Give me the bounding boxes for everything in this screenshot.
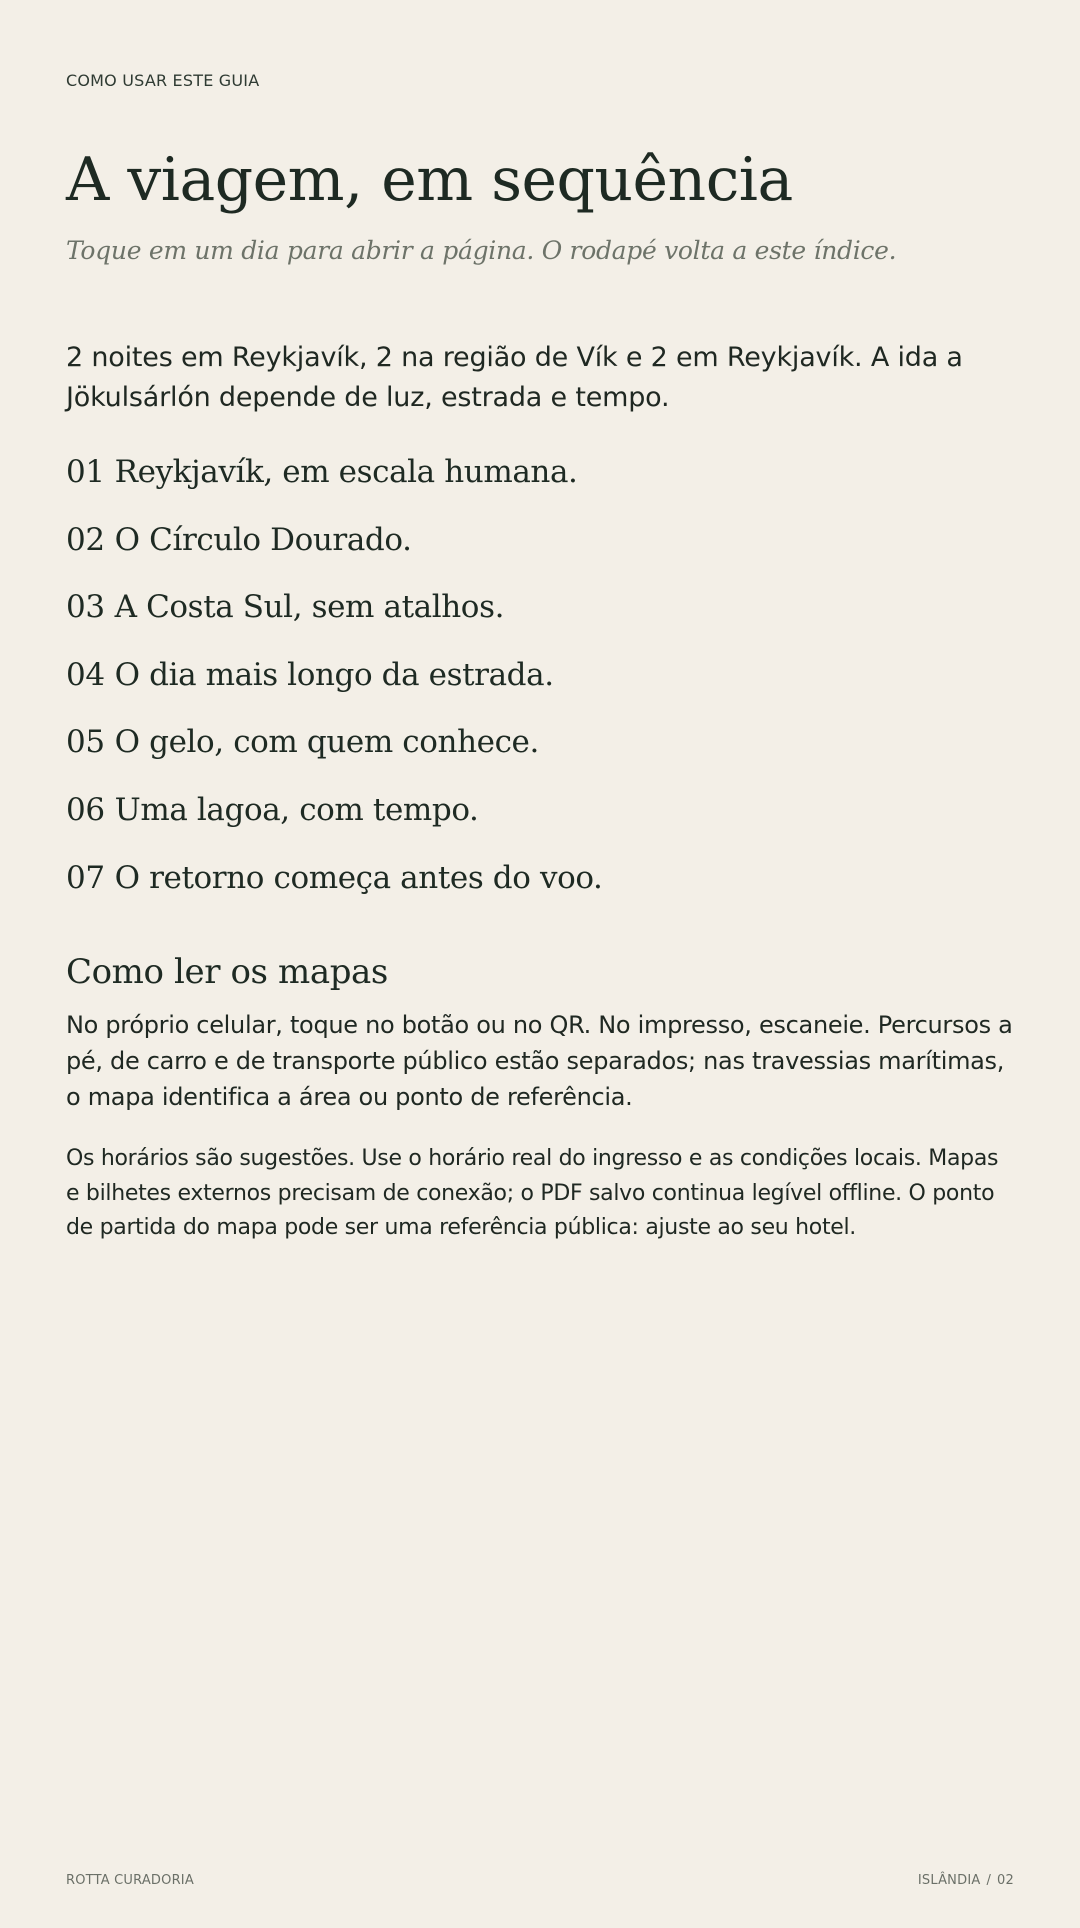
- day-title: O dia mais longo da estrada.: [114, 656, 554, 693]
- day-title: O retorno começa antes do voo.: [114, 859, 603, 896]
- day-title: O Círculo Dourado.: [114, 521, 412, 558]
- maps-paragraph-2: Os horários são sugestões. Use o horário real do ingresso e as condições locais. Mapas e bilhetes externos precisam de conexão; o PDF salvo continua legível offline. O ponto de partida do mapa pode ser uma referência pública: ajuste ao seu hotel.: [66, 1146, 999, 1240]
- day-link-04[interactable]: [66, 650, 603, 718]
- day-title: Reykjavík, em escala humana.: [114, 454, 578, 490]
- page-subtitle: Toque em um dia para abrir a página. O rodapé volta a este índice.: [66, 236, 897, 265]
- day-title: A Costa Sul, sem atalhos.: [114, 589, 505, 626]
- maps-section-title: Como ler os mapas: [66, 952, 388, 992]
- day-number: 07: [66, 859, 105, 896]
- day-number: 06: [66, 791, 105, 828]
- trip-summary: 2 noites em Reykjavík, 2 na região de Vík e 2 em Reykjavík. A ida a Jökulsárlón depende de luz, estrada e tempo.: [66, 342, 963, 413]
- day-number: 02: [66, 521, 105, 558]
- page-title: A viagem, em sequência: [66, 145, 793, 215]
- day-link-07[interactable]: [66, 853, 603, 921]
- footer-separator: /: [986, 1873, 992, 1888]
- day-link-02[interactable]: [66, 515, 603, 583]
- day-index-list: [66, 447, 603, 920]
- day-link-06[interactable]: [66, 785, 603, 853]
- day-title: O gelo, com quem conhece.: [114, 724, 539, 761]
- day-number: 01: [66, 454, 105, 490]
- day-link-03[interactable]: [66, 582, 603, 650]
- day-link-05[interactable]: [66, 717, 603, 785]
- footer-destination: ISLÂNDIA: [917, 1873, 981, 1888]
- footer-brand: ROTTA CURADORIA: [66, 1873, 194, 1888]
- section-kicker: COMO USAR ESTE GUIA: [66, 71, 260, 90]
- footer-page-number: 02: [997, 1873, 1014, 1888]
- day-number: 05: [66, 724, 105, 761]
- day-title: Uma lagoa, com tempo.: [114, 791, 479, 828]
- day-number: 04: [66, 656, 105, 693]
- footer-page-info: [918, 1873, 1014, 1888]
- maps-paragraph-1: No próprio celular, toque no botão ou no QR. No impresso, escaneie. Percursos a pé, de carro e de transporte público estão separados; nas travessias marítimas, o mapa identifica a área ou ponto de referência.: [66, 1011, 1013, 1111]
- day-link-01[interactable]: [66, 447, 603, 515]
- day-number: 03: [66, 589, 105, 626]
